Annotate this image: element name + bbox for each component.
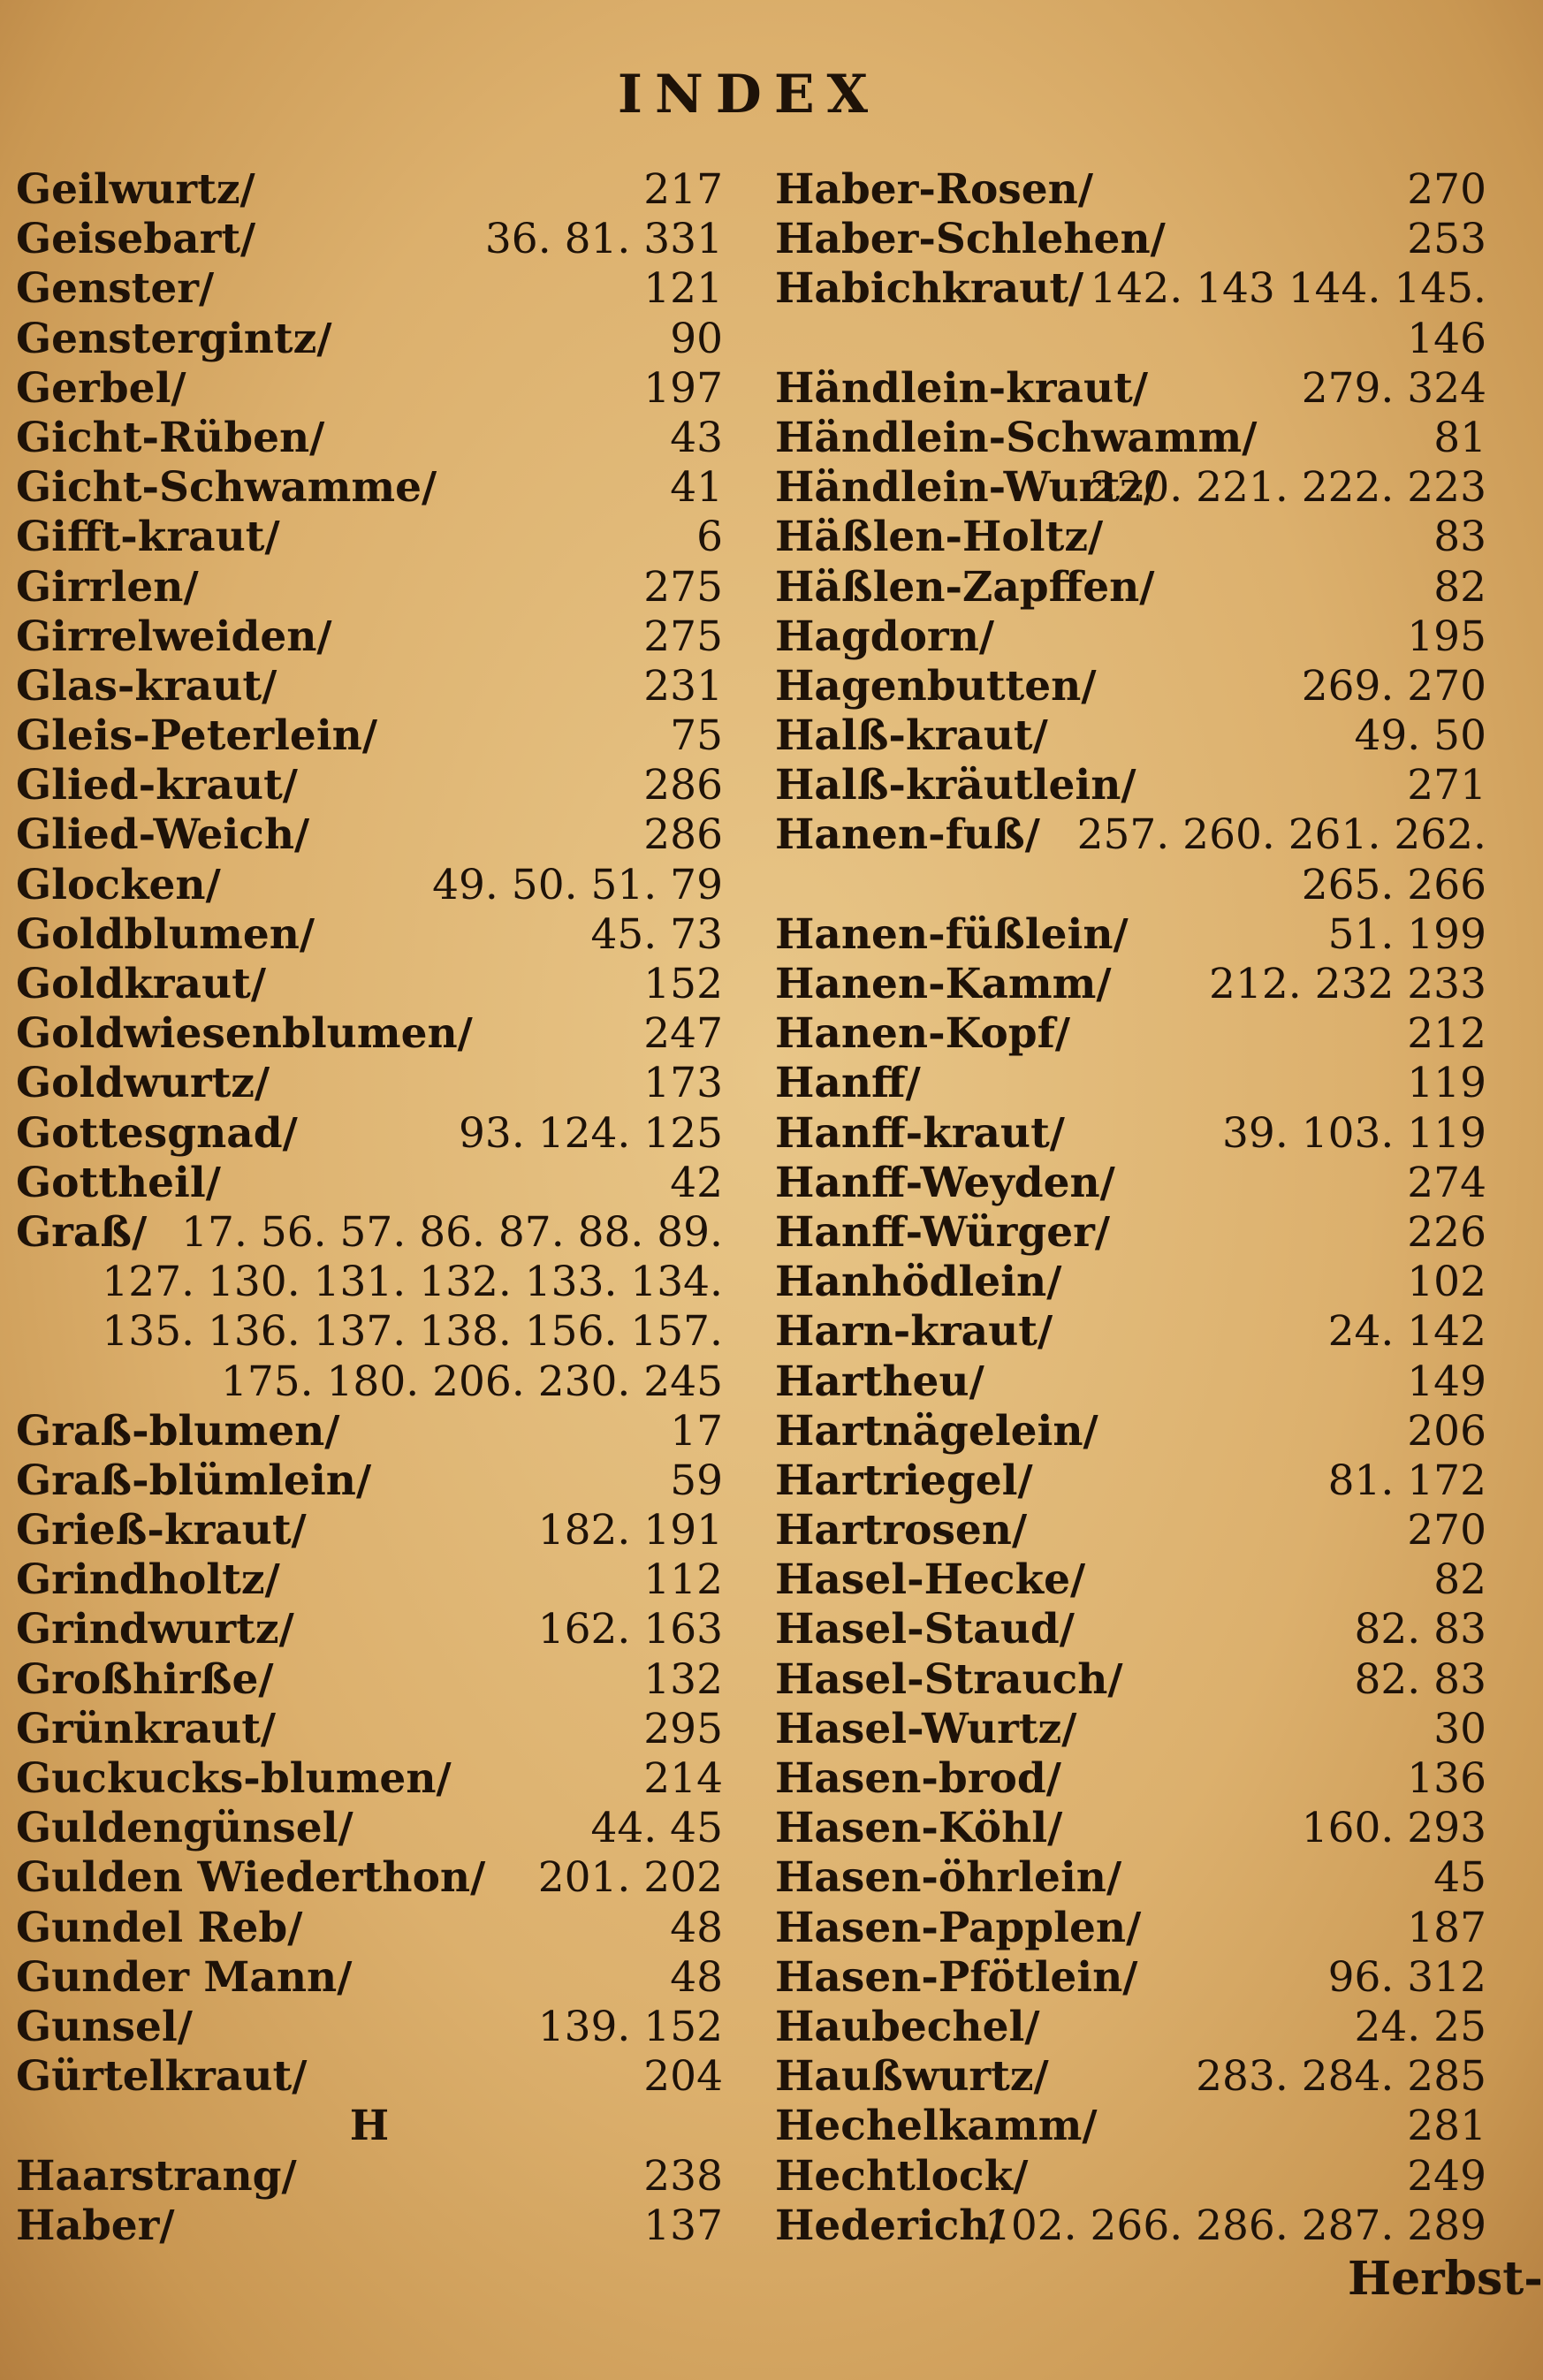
index-term: Haubechel/ [775, 2002, 1040, 2051]
index-entry [775, 463, 1486, 513]
index-pages: 187 [1407, 1903, 1486, 1952]
index-entry [775, 215, 1486, 264]
index-term: Häßlen-Holtz/ [775, 513, 1104, 562]
index-term: Gulden Wiederthon/ [16, 1853, 486, 1903]
index-pages: 283. 284. 285 [1196, 2052, 1486, 2102]
index-entry [16, 1407, 723, 1456]
index-term: Hanff-kraut/ [775, 1108, 1065, 1158]
index-term: Hanen-Kopf/ [775, 1009, 1071, 1059]
index-entry [775, 1009, 1486, 1059]
index-term: Grünkraut/ [16, 1704, 277, 1753]
index-pages: 42 [670, 1158, 723, 1207]
index-entry [775, 612, 1486, 662]
index-entry [775, 1059, 1486, 1108]
index-pages: 142. 143 144. 145. [1090, 264, 1486, 314]
index-pages: 137 [643, 2201, 723, 2250]
index-entry [16, 1655, 723, 1705]
index-pages: 295 [643, 1704, 723, 1753]
index-pages: 119 [1407, 1059, 1486, 1108]
index-pages: 182. 191 [537, 1506, 723, 1555]
index-entry [775, 2003, 1486, 2052]
index-pages: 43 [670, 413, 723, 462]
index-term: Hasen-Köhl/ [775, 1804, 1063, 1853]
index-pages: 249 [1407, 2151, 1486, 2201]
index-entry [16, 1754, 723, 1804]
index-pages: 82 [1433, 1555, 1486, 1605]
index-term: Goldkraut/ [16, 960, 267, 1008]
index-term: Hagenbutten/ [775, 661, 1097, 711]
index-pages: 48 [670, 1952, 723, 2002]
index-pages: 204 [643, 2052, 723, 2102]
index-term: Halß-kräutlein/ [775, 761, 1136, 810]
index-entry [775, 1258, 1486, 1307]
index-pages: 271 [1407, 761, 1486, 810]
index-entry [16, 414, 723, 463]
index-entry [775, 2152, 1486, 2201]
index-pages: 201. 202 [537, 1853, 723, 1903]
index-pages: 146 [1407, 314, 1486, 363]
index-term: Haber-Schlehen/ [775, 215, 1166, 264]
index-pages: 82. 83 [1354, 1605, 1486, 1654]
index-entry [16, 2201, 723, 2251]
index-pages: 275 [643, 562, 723, 612]
index-entry [775, 1904, 1486, 1953]
index-pages: 162. 163 [537, 1605, 723, 1654]
index-entry [16, 1605, 723, 1654]
index-pages: 270 [1407, 1506, 1486, 1555]
index-pages: 96. 312 [1327, 1952, 1486, 2002]
index-pages: 39. 103. 119 [1222, 1108, 1486, 1158]
index-pages: 212. 232 233 [1209, 960, 1486, 1008]
index-term: Hartnägelein/ [775, 1406, 1098, 1456]
index-term: Hanen-fuß/ [775, 810, 1040, 860]
index-entry [775, 165, 1486, 215]
index-entry [16, 1904, 723, 1953]
index-entry [775, 1953, 1486, 2003]
index-pages: 82. 83 [1354, 1654, 1486, 1704]
index-entry [16, 1705, 723, 1754]
index-pages: 48 [670, 1903, 723, 1952]
index-pages: 136 [1407, 1754, 1486, 1803]
index-pages: 286 [643, 761, 723, 810]
index-pages: 49. 50 [1354, 711, 1486, 761]
index-pages: 36. 81. 331 [484, 215, 723, 264]
index-term: Graß-blümlein/ [16, 1456, 372, 1505]
index-entry [775, 1605, 1486, 1654]
index-pages: 132 [643, 1654, 723, 1704]
index-entry [775, 761, 1486, 810]
index-entry [16, 1456, 723, 1506]
index-entry [16, 264, 723, 314]
index-entry [16, 810, 723, 860]
index-term: Hanff-Würger/ [775, 1207, 1111, 1257]
index-term: Gottesgnad/ [16, 1108, 298, 1158]
index-entry [16, 1804, 723, 1853]
index-entry [775, 711, 1486, 761]
index-entry [16, 1953, 723, 2003]
index-entry [775, 1357, 1486, 1407]
index-term: Grindholtz/ [16, 1555, 280, 1605]
index-term: Guckucks-blumen/ [16, 1754, 452, 1803]
index-pages: 214 [643, 1754, 723, 1803]
index-term: Gundel Reb/ [16, 1903, 303, 1952]
index-entry [775, 1208, 1486, 1258]
index-entry [16, 612, 723, 662]
index-term: Häßlen-Zapffen/ [775, 562, 1155, 612]
index-entry [16, 1555, 723, 1605]
index-pages: 75 [670, 711, 723, 761]
index-entry [16, 215, 723, 264]
index-pages: 286 [643, 810, 723, 860]
index-pages: 275 [643, 612, 723, 661]
index-pages: 139. 152 [537, 2002, 723, 2051]
page-title: INDEX [617, 64, 881, 125]
index-term: Habichkraut/ [775, 264, 1084, 314]
left-index-column [16, 165, 723, 2251]
index-pages: 24. 25 [1354, 2002, 1486, 2051]
index-entry [16, 1159, 723, 1208]
index-entry [775, 513, 1486, 562]
index-term: Geisebart/ [16, 215, 256, 264]
index-entry [16, 1853, 723, 1903]
index-term: Goldwiesenblumen/ [16, 1009, 473, 1059]
index-entry [16, 463, 723, 513]
index-term: Haber/ [16, 2201, 175, 2250]
index-pages: 44. 45 [590, 1804, 723, 1853]
index-pages: 24. 142 [1327, 1307, 1486, 1357]
index-pages: 127. 130. 131. 132. 133. 134. [102, 1258, 723, 1307]
index-pages: 102 [1407, 1258, 1486, 1307]
index-entry [16, 711, 723, 761]
index-entry [775, 1407, 1486, 1456]
index-term: Harn-kraut/ [775, 1307, 1053, 1357]
index-entry [775, 1804, 1486, 1853]
index-term: Graß-blumen/ [16, 1406, 340, 1456]
index-entry [775, 315, 1486, 364]
index-entry [775, 1853, 1486, 1903]
index-pages: 121 [643, 264, 723, 314]
index-entry [16, 960, 723, 1009]
index-term: Hasel-Strauch/ [775, 1654, 1123, 1704]
index-entry [775, 960, 1486, 1009]
index-entry [775, 1109, 1486, 1159]
index-pages: 195 [1407, 612, 1486, 661]
index-entry [16, 165, 723, 215]
index-term: Hanff/ [775, 1059, 921, 1108]
index-term: Grieß-kraut/ [16, 1506, 307, 1555]
index-pages: 112 [643, 1555, 723, 1605]
index-term: Hanen-Kamm/ [775, 960, 1112, 1008]
index-term: Gottheil/ [16, 1158, 221, 1207]
index-term: Girrelweiden/ [16, 612, 332, 661]
index-entry [16, 1258, 723, 1307]
index-pages: 83 [1433, 513, 1486, 562]
index-entry [16, 662, 723, 711]
index-pages: 82 [1433, 562, 1486, 612]
index-term: Hartheu/ [775, 1357, 984, 1406]
index-entry [16, 315, 723, 364]
index-entry [16, 563, 723, 612]
index-term: Hagdorn/ [775, 612, 995, 661]
index-entry [16, 1506, 723, 1555]
index-term: Hartrosen/ [775, 1506, 1028, 1555]
index-term: Großhirße/ [16, 1654, 274, 1704]
index-term: Guldengünsel/ [16, 1804, 353, 1853]
index-entry [16, 761, 723, 810]
index-term: Geilwurtz/ [16, 165, 255, 214]
index-pages: 253 [1407, 215, 1486, 264]
index-pages: 6 [696, 513, 723, 562]
index-pages: 212 [1407, 1009, 1486, 1059]
index-pages: 45. 73 [590, 909, 723, 959]
index-pages: 93. 124. 125 [459, 1108, 723, 1158]
index-entry [775, 364, 1486, 414]
index-pages: 279. 324 [1301, 363, 1486, 413]
index-entry [775, 861, 1486, 910]
index-term: Goldblumen/ [16, 909, 315, 959]
index-entry [775, 2201, 1486, 2251]
index-pages: 149 [1407, 1357, 1486, 1406]
index-term: Hederich/ [775, 2201, 1005, 2250]
index-pages: 45 [1433, 1853, 1486, 1903]
index-entry [16, 513, 723, 562]
index-pages: 173 [643, 1059, 723, 1108]
index-entry [16, 2003, 723, 2052]
index-pages: 269. 270 [1301, 661, 1486, 711]
index-pages: 81. 172 [1327, 1456, 1486, 1505]
index-pages: 274 [1407, 1158, 1486, 1207]
index-term: Gunsel/ [16, 2002, 193, 2051]
index-entry [775, 910, 1486, 960]
index-term: Haber-Rosen/ [775, 165, 1094, 214]
index-pages: 17. 56. 57. 86. 87. 88. 89. [181, 1207, 723, 1257]
index-entry [16, 2152, 723, 2201]
index-term: Girrlen/ [16, 562, 199, 612]
index-entry [16, 1357, 723, 1407]
index-entry [775, 2052, 1486, 2102]
index-pages: 226 [1407, 1207, 1486, 1257]
index-entry [775, 2102, 1486, 2151]
index-entry [16, 2052, 723, 2102]
index-pages: 217 [643, 165, 723, 214]
index-entry [775, 1655, 1486, 1705]
index-pages: 49. 50. 51. 79 [432, 860, 723, 909]
right-index-column [775, 165, 1486, 2251]
index-term: Glas-kraut/ [16, 661, 277, 711]
index-pages: 220. 221. 222. 223 [1090, 463, 1486, 513]
index-entry [16, 1208, 723, 1258]
index-term: Gifft-kraut/ [16, 513, 280, 562]
index-term: Gicht-Schwamme/ [16, 463, 437, 513]
index-entry [775, 1705, 1486, 1754]
index-term: Hasel-Wurtz/ [775, 1704, 1077, 1753]
index-pages: 281 [1407, 2102, 1486, 2151]
index-entry [775, 563, 1486, 612]
index-pages: 41 [670, 463, 723, 513]
index-pages: 81 [1433, 413, 1486, 462]
index-term: Hanff-Weyden/ [775, 1158, 1115, 1207]
index-pages: 175. 180. 206. 230. 245 [220, 1357, 723, 1406]
index-term: Gunder Mann/ [16, 1952, 353, 2002]
index-term: Händlein-kraut/ [775, 363, 1149, 413]
index-term: Hanhödlein/ [775, 1258, 1062, 1307]
index-term: Gleis-Peterlein/ [16, 711, 378, 761]
index-entry [16, 910, 723, 960]
index-pages: 51. 199 [1327, 909, 1486, 959]
index-pages: 30 [1433, 1704, 1486, 1753]
index-term: Grindwurtz/ [16, 1605, 294, 1654]
index-term: Gürtelkraut/ [16, 2052, 308, 2102]
index-pages: 270 [1407, 165, 1486, 214]
index-term: Genstergintz/ [16, 314, 332, 363]
index-term: Glied-kraut/ [16, 761, 298, 810]
index-entry [16, 2102, 723, 2151]
index-term: Haußwurtz/ [775, 2052, 1049, 2102]
index-term: Hechtlock/ [775, 2151, 1029, 2201]
index-term: Hanen-füßlein/ [775, 909, 1129, 959]
index-pages: 231 [643, 661, 723, 711]
index-entry [16, 1009, 723, 1059]
index-entry [775, 810, 1486, 860]
index-pages: 257. 260. 261. 262. [1076, 810, 1486, 860]
index-pages: 135. 136. 137. 138. 156. 157. [102, 1307, 723, 1357]
index-term: Hasen-öhrlein/ [775, 1853, 1122, 1903]
index-pages: 152 [643, 960, 723, 1008]
index-entry [16, 1109, 723, 1159]
index-term: Hasel-Staud/ [775, 1605, 1075, 1654]
index-term: Graß/ [16, 1207, 148, 1257]
index-term: Hasel-Hecke/ [775, 1555, 1086, 1605]
index-term: Hasen-Pfötlein/ [775, 1952, 1138, 2002]
index-term: Hasen-brod/ [775, 1754, 1061, 1803]
index-pages: 90 [670, 314, 723, 363]
index-term: Glied-Weich/ [16, 810, 310, 860]
index-entry [16, 364, 723, 414]
index-pages: 206 [1407, 1406, 1486, 1456]
index-pages: 160. 293 [1301, 1804, 1486, 1853]
index-pages: 17 [670, 1406, 723, 1456]
index-entry [775, 662, 1486, 711]
index-term: Gicht-Rüben/ [16, 413, 325, 462]
index-entry [16, 861, 723, 910]
index-entry [775, 264, 1486, 314]
index-entry [775, 414, 1486, 463]
index-term: Hechelkamm/ [775, 2102, 1098, 2151]
index-term: Haarstrang/ [16, 2151, 297, 2201]
section-letter: H [349, 2102, 390, 2151]
index-pages: 59 [670, 1456, 723, 1505]
index-pages: 247 [643, 1009, 723, 1059]
index-term: Gerbel/ [16, 363, 186, 413]
catchword: Herbst- [1348, 2252, 1543, 2306]
index-term: Genster/ [16, 264, 215, 314]
index-pages: 197 [643, 363, 723, 413]
index-term: Händlein-Wurtz/ [775, 463, 1159, 513]
index-entry [16, 1059, 723, 1108]
index-term: Goldwurtz/ [16, 1059, 270, 1108]
index-term: Hartriegel/ [775, 1456, 1033, 1505]
index-term: Hasen-Papplen/ [775, 1903, 1142, 1952]
index-entry [775, 1506, 1486, 1555]
index-term: Händlein-Schwamm/ [775, 413, 1258, 462]
index-entry [775, 1159, 1486, 1208]
index-pages: 102. 266. 286. 287. 289 [984, 2201, 1486, 2250]
index-entry [775, 1456, 1486, 1506]
index-entry [16, 1307, 723, 1357]
index-entry [775, 1555, 1486, 1605]
index-entry [775, 1754, 1486, 1804]
index-term: Glocken/ [16, 860, 221, 909]
index-pages: 265. 266 [1301, 860, 1486, 909]
index-term: Halß-kraut/ [775, 711, 1048, 761]
index-entry [775, 1307, 1486, 1357]
index-pages: 238 [643, 2151, 723, 2201]
